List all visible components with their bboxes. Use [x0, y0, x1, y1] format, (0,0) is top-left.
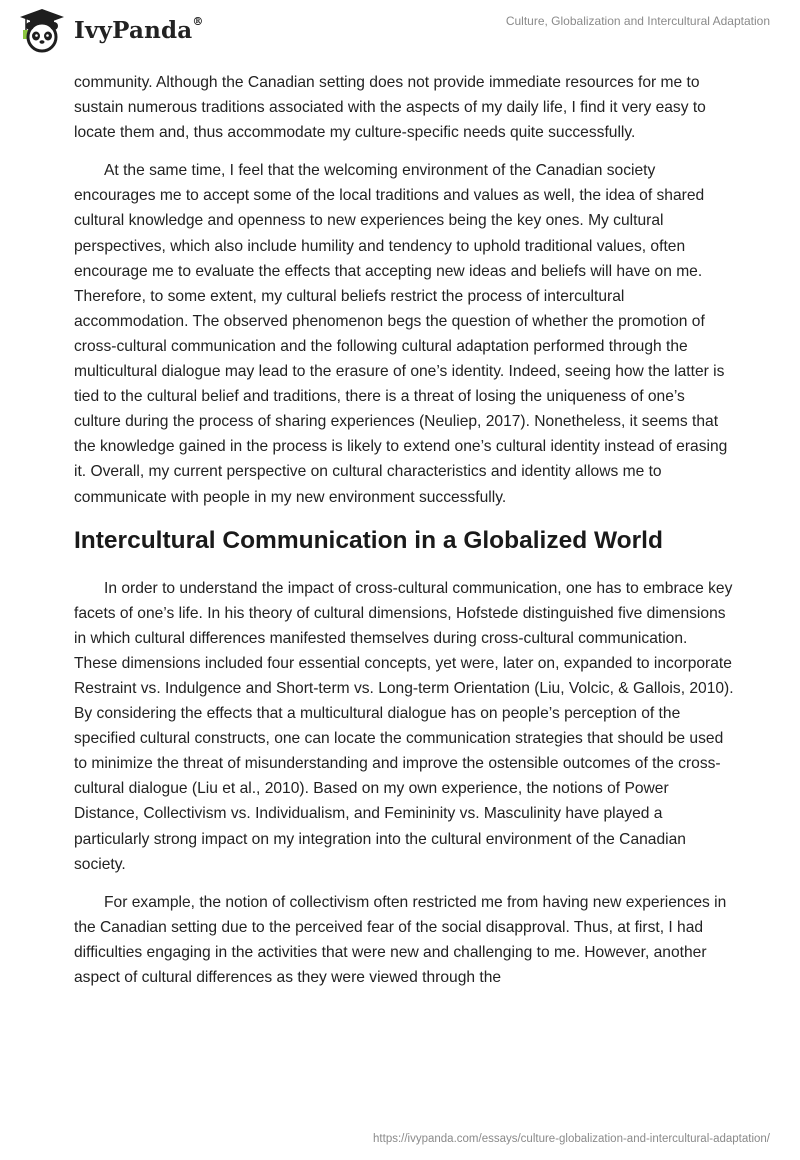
source-url[interactable]: https://ivypanda.com/essays/culture-globalization-and-intercultural-adaptation/ — [373, 1133, 770, 1145]
logo-text: IvyPanda® — [74, 14, 204, 44]
paragraph-3: In order to understand the impact of cross-cultural communication, one has to embrace key facets of one’s life. In his theory of cultural dimensions, Hofstede distinguished five dimensions in which cultural differences manifested themselves during cross-cultural communication. These dimensions included four essential concepts, yet were, later on, expanded to incorporate Restraint vs. Indulgence and Short-term vs. Long-term Orientation (Liu, Volcic, & Gallois, 2010). By considering the effects that a multicultural dialogue has on people’s perception of the specified cultural constructs, one can locate the communication strategies that should be used to minimize the threat of misunderstanding and improve the ostensible outcomes of the cross-cultural dialogue (Liu et al., 2010). Based on my own experience, the notions of Power Distance, Collectivism vs. Individualism, and Femininity vs. Masculinity have played a particularly strong impact on my integration into the cultural environment of the Canadian society. — [74, 579, 734, 873]
section-heading: Intercultural Communication in a Globalized World — [74, 526, 663, 554]
logo[interactable] — [14, 8, 204, 52]
essay-content — [74, 70, 734, 1003]
page-header — [0, 0, 800, 60]
paragraph-2: At the same time, I feel that the welcoming environment of the Canadian society encourages me to accept some of the local traditions and values as well, the idea of shared cultural knowledge and openness to new experiences being the key ones. My cultural perspectives, which also include humility and tendency to uphold traditional values, often encourage me to evaluate the effects that accepting new ideas and beliefs will have on me. Therefore, to some extent, my cultural beliefs restrict the process of intercultural accommodation. The observed phenomenon begs the question of whether the promotion of cross-cultural communication and the following cultural adaptation performed through the multicultural dialogue may lead to the erasure of one’s identity. Indeed, seeing how the latter is tied to the cultural belief and traditions, there is a threat of losing the uniqueness of one’s culture during the process of sharing experiences (Neuliep, 2017). Nonetheless, it seems that the knowledge gained in the process is likely to extend one’s cultural identity instead of erasing it. Overall, my current perspective on cultural characteristics and identity allows me to communicate with people in my new environment successfully. — [74, 162, 728, 506]
document-title: Culture, Globalization and Intercultural Adaptation — [505, 14, 770, 28]
paragraph-4: For example, the notion of collectivism often restricted me from having new experiences in the Canadian setting due to the perceived fear of the social disapproval. Thus, at first, I had difficulties engaging in the activities that were new and challenging to me. However, another aspect of cultural differences as they were viewed through the — [74, 893, 727, 986]
paragraph-1: community. Although the Canadian setting does not provide immediate resources for me to sustain numerous traditions associated with the aspects of my daily life, I find it very easy to locate them and, thus accommodate my culture-specific needs quite successfully. — [74, 74, 706, 142]
panda-graduate-icon — [14, 7, 70, 53]
